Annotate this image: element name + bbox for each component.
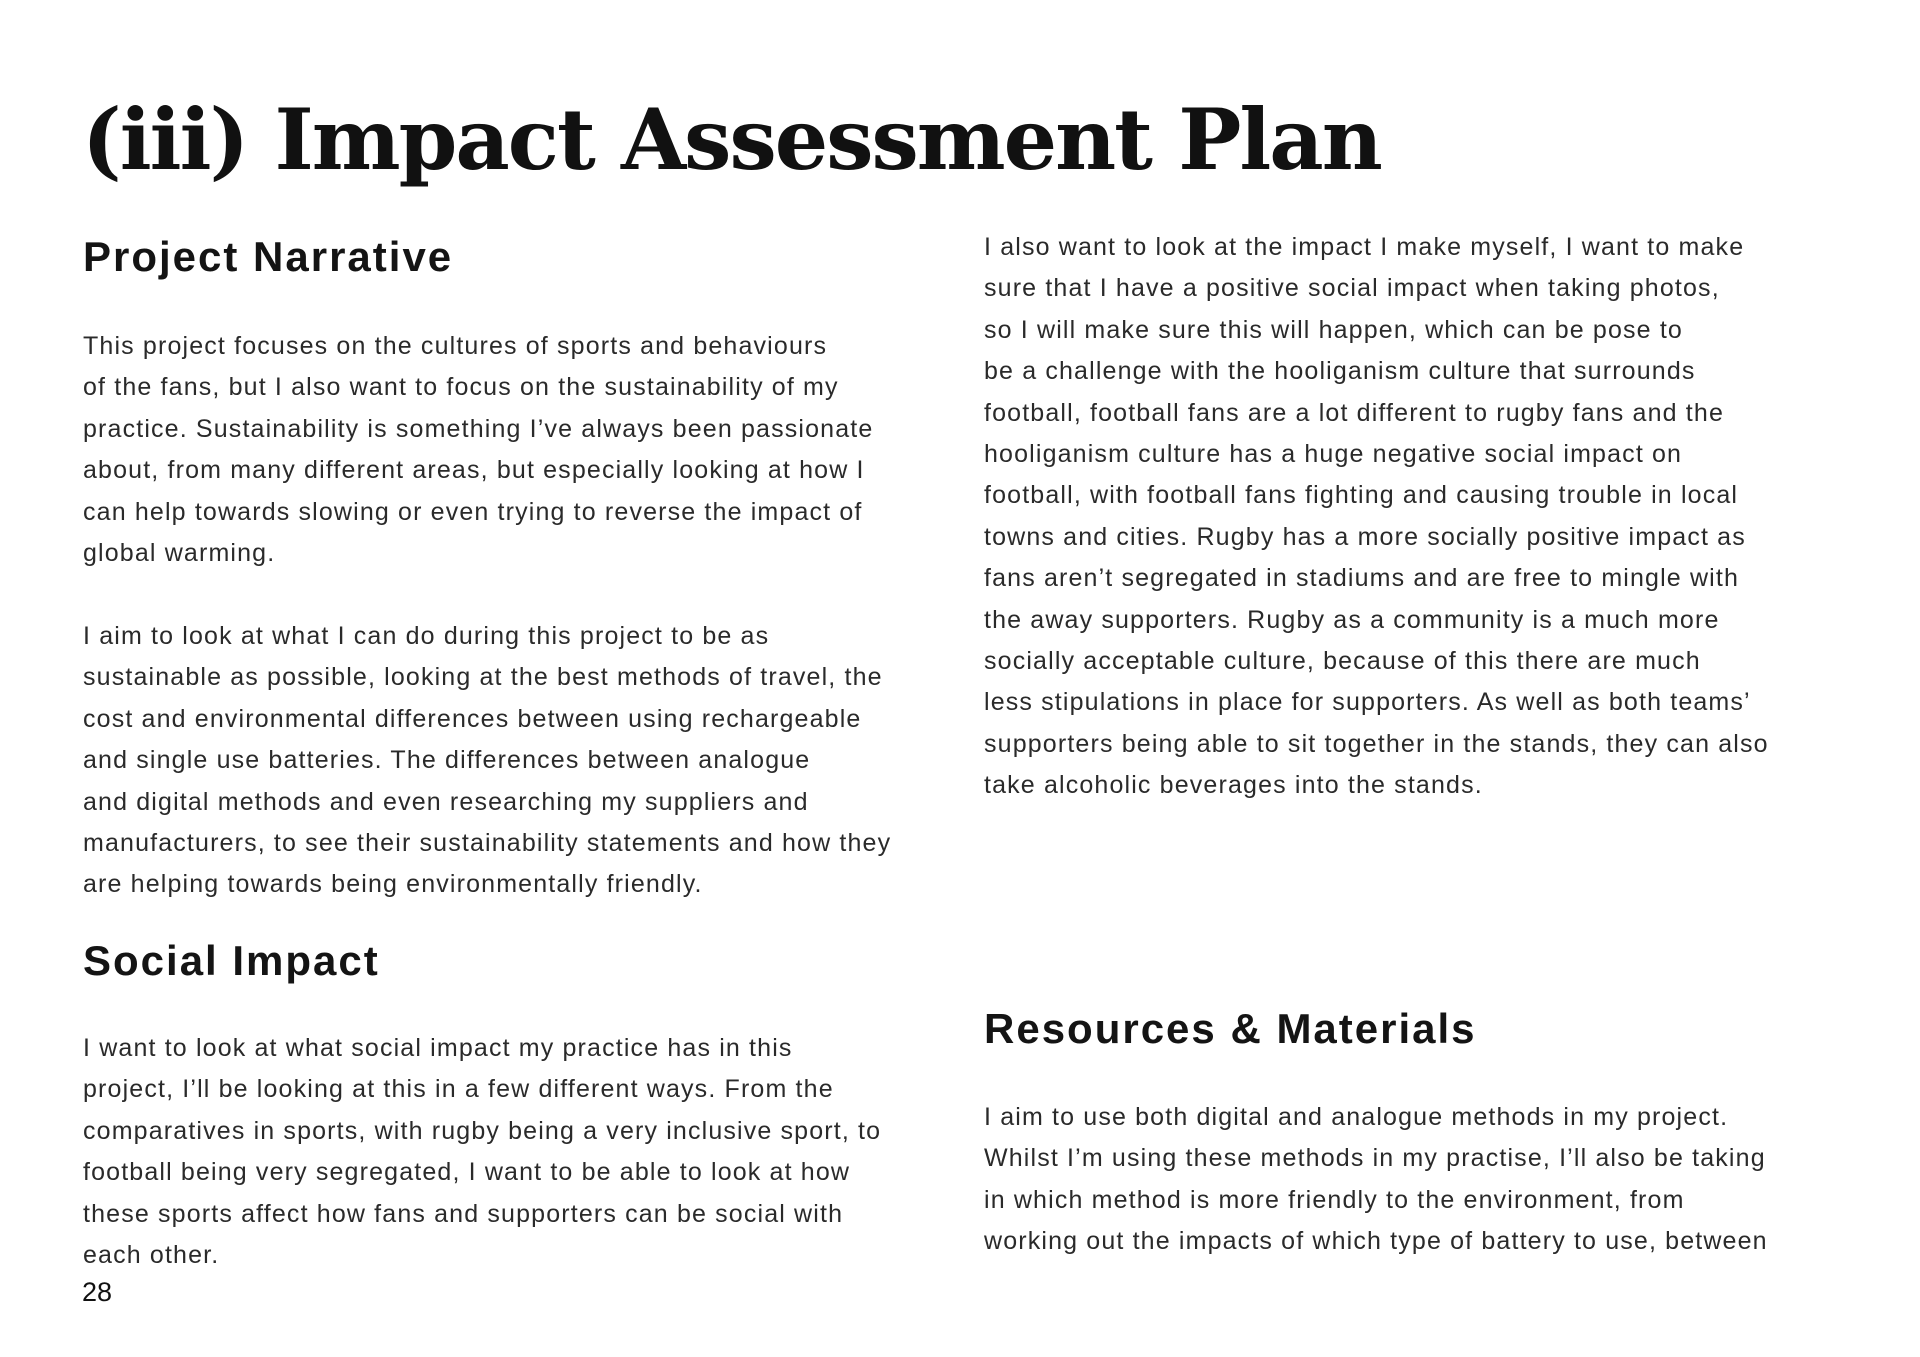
paragraph-line: comparatives in sports, with rugby being a very inclusive sport, to — [83, 1116, 882, 1145]
paragraph-line: This project focuses on the cultures of sports and behaviours — [83, 332, 828, 360]
paragraph-line: I want to look at what social impact my practice has in this — [83, 1034, 793, 1062]
paragraph-line: socially acceptable culture, because of this there are much — [984, 647, 1701, 676]
paragraph-line: manufacturers, to see their sustainability statements and how they — [83, 829, 892, 858]
paragraph-line: in which method is more friendly to the environment, from — [984, 1185, 1685, 1214]
paragraph-line: global warming. — [83, 539, 276, 568]
page-title: (iii) Impact Assessment Plan — [82, 90, 1381, 189]
paragraph-line: so I will make sure this will happen, which can be pose to — [984, 315, 1683, 344]
social-impact-paragraph — [83, 1028, 881, 1276]
page-number: 28 — [82, 1277, 113, 1307]
resources-materials-paragraph — [984, 1097, 1768, 1263]
paragraph-line: of the fans, but I also want to focus on the sustainability of my — [83, 373, 839, 402]
paragraph-line: sustainable as possible, looking at the best methods of travel, the — [83, 663, 883, 692]
paragraph-line: Whilst I’m using these methods in my practise, I’ll also be taking — [984, 1144, 1766, 1173]
paragraph-line: towns and cities. Rugby has a more socially positive impact as — [984, 522, 1746, 551]
paragraph-line: and single use batteries. The differences between analogue — [83, 746, 811, 775]
paragraph-line: I aim to look at what I can do during this project to be as — [83, 622, 770, 650]
project-narrative-paragraph-1 — [83, 326, 873, 574]
paragraph-line: I aim to use both digital and analogue methods in my project. — [984, 1103, 1729, 1131]
social-impact-continuation-paragraph — [984, 227, 1769, 807]
paragraph-line: hooliganism culture has a huge negative social impact on — [984, 440, 1683, 469]
paragraph-line: less stipulations in place for supporters. As well as both teams’ — [984, 688, 1751, 717]
paragraph-line: I also want to look at the impact I make myself, I want to make — [984, 233, 1745, 261]
resources-materials-heading: Resources & Materials — [984, 1005, 1477, 1052]
paragraph-line: football being very segregated, I want to be able to look at how — [83, 1158, 851, 1187]
project-narrative-heading: Project Narrative — [83, 233, 454, 280]
paragraph-line: the away supporters. Rugby as a community is a much more — [984, 605, 1720, 634]
paragraph-line: be a challenge with the hooliganism culture that surrounds — [984, 357, 1696, 386]
paragraph-line: these sports affect how fans and supporters can be social with — [83, 1199, 844, 1228]
paragraph-line: about, from many different areas, but especially looking at how I — [83, 456, 865, 485]
paragraph-line: and digital methods and even researching my suppliers and — [83, 787, 809, 816]
paragraph-line: project, I’ll be looking at this in a few different ways. From the — [83, 1075, 834, 1104]
paragraph-line: each other. — [83, 1241, 220, 1270]
paragraph-line: supporters being able to sit together in the stands, they can also — [984, 729, 1769, 758]
paragraph-line: fans aren’t segregated in stadiums and are free to mingle with — [984, 564, 1740, 593]
paragraph-line: are helping towards being environmentally friendly. — [83, 870, 703, 899]
paragraph-line: working out the impacts of which type of battery to use, between — [984, 1227, 1768, 1256]
paragraph-line: practice. Sustainability is something I’ve always been passionate — [83, 414, 874, 443]
paragraph-line: cost and environmental differences between using rechargeable — [83, 704, 862, 733]
paragraph-line: football, with football fans fighting and causing trouble in local — [984, 481, 1739, 510]
paragraph-line: can help towards slowing or even trying to reverse the impact of — [83, 497, 863, 526]
paragraph-line: take alcoholic beverages into the stands. — [984, 771, 1483, 800]
project-narrative-paragraph-2 — [83, 616, 891, 906]
paragraph-line: football, football fans are a lot different to rugby fans and the — [984, 398, 1725, 427]
paragraph-line: sure that I have a positive social impact when taking photos, — [984, 274, 1720, 303]
social-impact-heading: Social Impact — [83, 937, 380, 984]
